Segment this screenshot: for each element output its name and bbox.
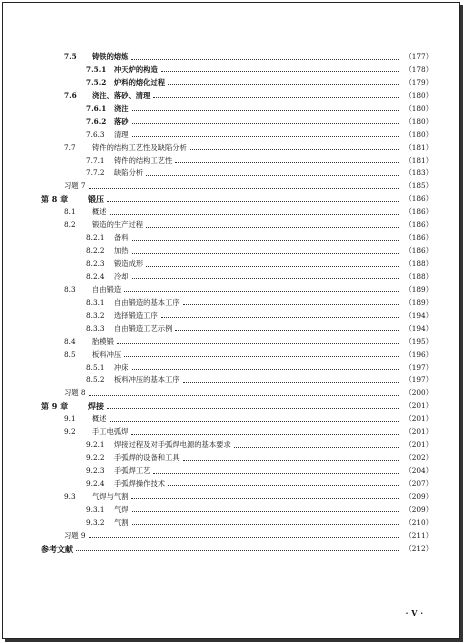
toc-entry bbox=[41, 478, 433, 491]
toc-entry-number: 8.3 bbox=[64, 284, 76, 294]
toc-entry-page: （212） bbox=[404, 543, 433, 553]
toc-entry-number: 8.3.1 bbox=[86, 297, 105, 307]
toc-entry-page: （180） bbox=[404, 103, 433, 113]
toc-entry bbox=[41, 517, 433, 530]
dot-leader bbox=[130, 491, 401, 504]
toc-entry-number: 7.6.2 bbox=[86, 116, 107, 126]
toc-entry-title: 手弧焊的设备和工具 bbox=[114, 453, 180, 463]
dot-leader bbox=[182, 297, 401, 310]
toc-entry-page: （178） bbox=[404, 64, 433, 74]
toc-entry-page: （181） bbox=[404, 155, 433, 165]
toc-entry bbox=[41, 310, 433, 323]
toc-entry-page: （209） bbox=[404, 504, 433, 514]
toc-entry-title: 习题 7 bbox=[64, 181, 86, 191]
toc-entry-page: （181） bbox=[404, 142, 433, 152]
toc-entry-page: （201） bbox=[404, 401, 433, 411]
toc-entry-page: （186） bbox=[404, 233, 433, 243]
toc-entry-title: 气焊与气割 bbox=[92, 491, 129, 501]
dot-leader bbox=[131, 129, 401, 142]
toc-entry-title: 自由锻造 bbox=[92, 284, 122, 294]
toc-entry-title: 气割 bbox=[114, 517, 129, 527]
toc-entry-page: （180） bbox=[404, 90, 433, 100]
table-of-contents bbox=[41, 51, 433, 556]
toc-entry-number: 7.5.2 bbox=[86, 77, 107, 87]
toc-entry-number: 9.1 bbox=[64, 414, 76, 424]
toc-entry-title: 铸件的结构工艺性 bbox=[114, 155, 173, 165]
toc-entry-number: 7.6.3 bbox=[86, 129, 105, 139]
toc-entry-title: 缺陷分析 bbox=[114, 168, 144, 178]
toc-entry-number: 7.5 bbox=[64, 52, 77, 61]
toc-entry-title: 习题 8 bbox=[64, 388, 86, 398]
dot-leader bbox=[75, 543, 401, 556]
toc-entry-page: （201） bbox=[404, 440, 433, 450]
toc-entry-title: 概述 bbox=[92, 207, 107, 217]
dot-leader bbox=[109, 413, 401, 426]
dot-leader bbox=[152, 465, 401, 478]
toc-entry-page: （200） bbox=[404, 388, 433, 398]
toc-entry-page: （194） bbox=[404, 323, 433, 333]
toc-entry-title: 选择锻造工序 bbox=[114, 310, 158, 320]
toc-entry bbox=[41, 180, 433, 193]
toc-entry-title: 手弧焊工艺 bbox=[114, 466, 151, 475]
toc-entry-title: 气焊 bbox=[114, 504, 129, 514]
toc-entry bbox=[41, 400, 433, 413]
toc-entry-page: （179） bbox=[404, 77, 433, 87]
toc-entry-page: （196） bbox=[404, 349, 433, 359]
toc-entry-page: （195） bbox=[404, 336, 433, 346]
toc-entry-page: （186） bbox=[404, 246, 433, 256]
toc-entry-page: （194） bbox=[404, 310, 433, 320]
dot-leader bbox=[131, 232, 401, 245]
toc-entry-page: （201） bbox=[404, 414, 433, 424]
toc-entry-number: 8.3.3 bbox=[86, 323, 105, 333]
toc-entry bbox=[41, 439, 433, 452]
toc-entry bbox=[41, 271, 433, 284]
toc-entry bbox=[41, 387, 433, 400]
toc-entry-title: 清理 bbox=[114, 129, 129, 139]
dot-leader bbox=[152, 90, 401, 103]
toc-entry-page: （188） bbox=[404, 259, 433, 268]
toc-entry-title: 浇注 bbox=[114, 103, 129, 113]
toc-entry bbox=[41, 504, 433, 517]
toc-entry-page: （183） bbox=[404, 168, 433, 178]
toc-entry-number: 8.5 bbox=[64, 349, 76, 359]
toc-entry bbox=[41, 142, 433, 155]
toc-entry-number: 9.2 bbox=[64, 427, 76, 437]
toc-entry-number: 第 9 章 bbox=[41, 401, 69, 412]
dot-leader bbox=[145, 219, 401, 232]
page-number-footer: · V · bbox=[405, 608, 423, 618]
toc-entry bbox=[41, 155, 433, 168]
toc-entry-page: （211） bbox=[404, 530, 433, 540]
document-page bbox=[2, 2, 460, 639]
toc-entry-title: 落砂 bbox=[114, 116, 129, 126]
toc-entry bbox=[41, 374, 433, 387]
toc-entry-page: （209） bbox=[404, 491, 433, 501]
toc-entry-page: （202） bbox=[404, 453, 433, 463]
toc-entry-number: 8.5.1 bbox=[86, 362, 105, 372]
toc-entry-page: （186） bbox=[404, 194, 433, 204]
toc-entry-page: （180） bbox=[404, 129, 433, 139]
toc-entry-title: 参考文献 bbox=[41, 543, 73, 554]
toc-entry bbox=[41, 219, 433, 232]
toc-entry bbox=[41, 193, 433, 206]
toc-entry-number: 8.2 bbox=[64, 220, 76, 230]
toc-entry-title: 铸铁的熔炼 bbox=[92, 52, 129, 61]
toc-entry-title: 锻造的生产过程 bbox=[92, 220, 144, 230]
toc-entry bbox=[41, 426, 433, 439]
toc-entry-page: （207） bbox=[404, 478, 433, 488]
dot-leader bbox=[174, 323, 401, 336]
dot-leader bbox=[88, 180, 401, 193]
dot-leader bbox=[88, 530, 401, 543]
toc-entry bbox=[41, 284, 433, 297]
toc-entry-number: 8.2.2 bbox=[86, 246, 105, 256]
toc-entry-title: 炉料的熔化过程 bbox=[114, 77, 166, 87]
toc-entry bbox=[41, 452, 433, 465]
toc-entry-number: 9.2.3 bbox=[86, 466, 105, 475]
toc-entry bbox=[41, 362, 433, 375]
toc-entry bbox=[41, 103, 433, 116]
toc-entry bbox=[41, 413, 433, 426]
toc-entry bbox=[41, 116, 433, 129]
toc-entry-number: 9.3 bbox=[64, 491, 76, 501]
toc-entry-number: 第 8 章 bbox=[41, 194, 69, 205]
toc-entry-title: 焊接 bbox=[88, 401, 104, 412]
toc-entry bbox=[41, 232, 433, 245]
toc-entry-number: 7.7.2 bbox=[86, 168, 105, 178]
toc-entry-number: 8.2.3 bbox=[86, 259, 105, 268]
toc-entry-number: 9.2.1 bbox=[86, 440, 105, 450]
toc-entry-number: 7.7 bbox=[64, 142, 76, 152]
toc-entry-title: 手工电弧焊 bbox=[92, 427, 129, 437]
dot-leader bbox=[106, 193, 401, 206]
toc-entry-page: （197） bbox=[404, 375, 433, 385]
toc-entry-page: （197） bbox=[404, 362, 433, 372]
toc-entry bbox=[41, 491, 433, 504]
toc-entry-number: 9.2.2 bbox=[86, 453, 105, 463]
toc-entry bbox=[41, 90, 433, 103]
toc-entry-title: 自由锻造的基本工序 bbox=[114, 297, 180, 307]
toc-entry-title: 浇注、落砂、清理 bbox=[92, 90, 151, 100]
toc-entry-number: 8.4 bbox=[64, 336, 76, 346]
toc-entry-page: （185） bbox=[404, 181, 433, 191]
dot-leader bbox=[182, 452, 401, 465]
dot-leader bbox=[131, 504, 401, 517]
toc-entry-title: 胎模锻 bbox=[92, 336, 114, 346]
toc-entry-title: 冷却 bbox=[114, 271, 129, 281]
toc-entry-page: （177） bbox=[404, 52, 433, 61]
toc-entry-number: 9.3.2 bbox=[86, 517, 105, 527]
toc-entry-number: 8.5.2 bbox=[86, 375, 105, 385]
toc-entry-number: 8.3.2 bbox=[86, 310, 105, 320]
toc-entry bbox=[41, 51, 433, 64]
toc-entry bbox=[41, 530, 433, 543]
toc-entry-title: 加热 bbox=[114, 246, 129, 256]
toc-entry bbox=[41, 77, 433, 90]
dot-leader bbox=[106, 400, 401, 413]
toc-entry-number: 8.2.4 bbox=[86, 271, 105, 281]
dot-leader bbox=[174, 155, 401, 168]
toc-entry bbox=[41, 258, 433, 271]
dot-leader bbox=[131, 245, 401, 258]
toc-entry-number: 7.6.1 bbox=[86, 103, 107, 113]
dot-leader bbox=[145, 167, 401, 180]
toc-entry bbox=[41, 465, 433, 478]
dot-leader bbox=[116, 336, 401, 349]
toc-entry bbox=[41, 206, 433, 219]
toc-entry bbox=[41, 64, 433, 77]
toc-entry-title: 铸件的结构工艺性及缺陷分析 bbox=[92, 142, 187, 152]
toc-entry-page: （186） bbox=[404, 207, 433, 217]
toc-entry-number: 9.2.4 bbox=[86, 478, 105, 488]
dot-leader bbox=[167, 77, 401, 90]
dot-leader bbox=[189, 142, 401, 155]
dot-leader bbox=[130, 426, 401, 439]
dot-leader bbox=[160, 64, 401, 77]
toc-entry-title: 备料 bbox=[114, 233, 129, 243]
toc-entry-page: （188） bbox=[404, 271, 433, 281]
toc-entry bbox=[41, 297, 433, 310]
toc-entry-page: （180） bbox=[404, 116, 433, 126]
dot-leader bbox=[131, 116, 401, 129]
dot-leader bbox=[160, 310, 401, 323]
toc-entry-number: 7.6 bbox=[64, 90, 77, 100]
dot-leader bbox=[130, 51, 401, 64]
dot-leader bbox=[123, 284, 401, 297]
toc-entry-title: 冲天炉的构造 bbox=[114, 64, 158, 74]
dot-leader bbox=[182, 374, 401, 387]
toc-entry-title: 习题 9 bbox=[64, 530, 86, 540]
dot-leader bbox=[109, 206, 401, 219]
dot-leader bbox=[131, 103, 401, 116]
toc-entry-page: （204） bbox=[404, 466, 433, 475]
toc-entry-number: 8.2.1 bbox=[86, 233, 105, 243]
toc-entry bbox=[41, 336, 433, 349]
toc-entry bbox=[41, 129, 433, 142]
toc-entry bbox=[41, 167, 433, 180]
dot-leader bbox=[145, 258, 401, 271]
toc-entry-title: 自由锻造工艺示例 bbox=[114, 323, 173, 333]
toc-entry-title: 锻压 bbox=[88, 194, 104, 205]
dot-leader bbox=[131, 362, 401, 375]
toc-entry-number: 7.5.1 bbox=[86, 64, 107, 74]
toc-entry-page: （186） bbox=[404, 220, 433, 230]
dot-leader bbox=[88, 387, 401, 400]
toc-entry bbox=[41, 323, 433, 336]
toc-entry-title: 焊接过程及对手弧焊电源的基本要求 bbox=[114, 440, 231, 450]
toc-entry-number: 8.1 bbox=[64, 207, 76, 217]
toc-entry-title: 概述 bbox=[92, 414, 107, 424]
dot-leader bbox=[131, 517, 401, 530]
toc-entry-number: 9.3.1 bbox=[86, 504, 105, 514]
toc-entry-title: 锻造成形 bbox=[114, 259, 144, 268]
dot-leader bbox=[131, 271, 401, 284]
toc-entry-page: （189） bbox=[404, 297, 433, 307]
toc-entry-number: 7.7.1 bbox=[86, 155, 105, 165]
toc-entry-page: （201） bbox=[404, 427, 433, 437]
toc-entry-title: 板料冲压的基本工序 bbox=[114, 375, 180, 385]
toc-entry-page: （210） bbox=[404, 517, 433, 527]
dot-leader bbox=[123, 349, 401, 362]
toc-entry-title: 板料冲压 bbox=[92, 349, 122, 359]
toc-entry bbox=[41, 543, 433, 556]
toc-entry-page: （189） bbox=[404, 284, 433, 294]
dot-leader bbox=[167, 478, 401, 491]
toc-entry-title: 冲床 bbox=[114, 362, 129, 372]
toc-entry-title: 手弧焊操作技术 bbox=[114, 478, 166, 488]
toc-entry bbox=[41, 349, 433, 362]
dot-leader bbox=[233, 439, 401, 452]
toc-entry bbox=[41, 245, 433, 258]
